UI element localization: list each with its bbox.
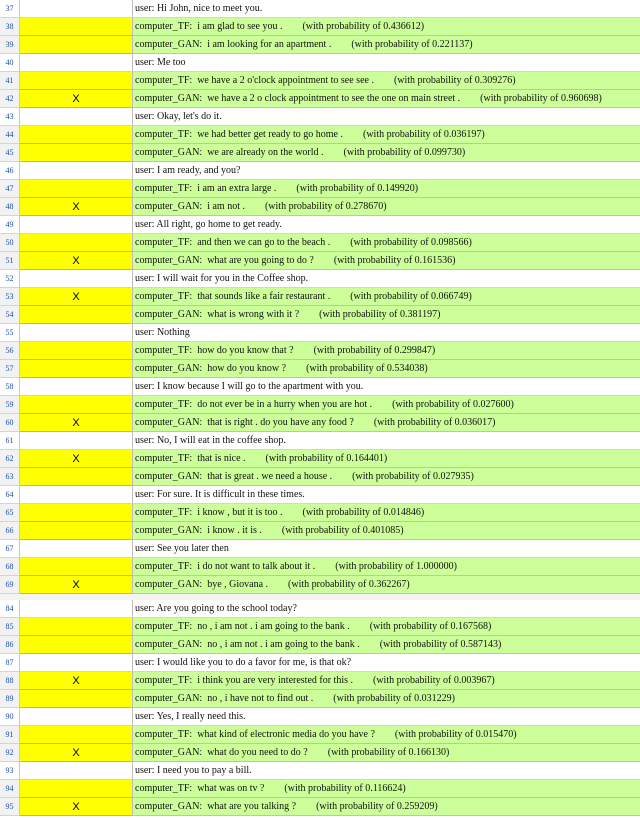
computer-response-cell[interactable]: computer_TF: that sounds like a fair restaurant . (with probability of 0.066749) xyxy=(133,288,640,306)
table-row[interactable] xyxy=(0,288,640,306)
table-row[interactable] xyxy=(0,726,640,744)
row-number[interactable]: 42 xyxy=(0,90,20,108)
row-number[interactable]: 66 xyxy=(0,522,20,540)
table-row[interactable] xyxy=(0,636,640,654)
mark-cell[interactable] xyxy=(20,360,133,378)
table-row[interactable] xyxy=(0,360,640,378)
table-row[interactable] xyxy=(0,54,640,72)
mark-cell[interactable]: X xyxy=(20,252,133,270)
computer-response-cell[interactable]: computer_TF: that is nice . (with probability of 0.164401) xyxy=(133,450,640,468)
computer-response-cell[interactable]: computer_GAN: we are already on the world . (with probability of 0.099730) xyxy=(133,144,640,162)
mark-cell[interactable] xyxy=(20,270,133,288)
mark-cell[interactable] xyxy=(20,762,133,780)
computer-response-cell[interactable]: computer_GAN: what do you need to do ? (with probability of 0.166130) xyxy=(133,744,640,762)
mark-cell[interactable] xyxy=(20,504,133,522)
table-row[interactable] xyxy=(0,762,640,780)
row-number[interactable]: 95 xyxy=(0,798,20,816)
row-number[interactable]: 63 xyxy=(0,468,20,486)
table-row[interactable] xyxy=(0,414,640,432)
table-row[interactable] xyxy=(0,798,640,816)
computer-response-cell[interactable]: computer_TF: we have a 2 o'clock appointment to see see . (with probability of 0.309276) xyxy=(133,72,640,90)
mark-cell[interactable] xyxy=(20,540,133,558)
computer-response-cell[interactable]: computer_GAN: bye , Giovana . (with probability of 0.362267) xyxy=(133,576,640,594)
mark-cell[interactable]: X xyxy=(20,672,133,690)
row-number[interactable]: 55 xyxy=(0,324,20,342)
row-number[interactable]: 51 xyxy=(0,252,20,270)
row-number[interactable]: 48 xyxy=(0,198,20,216)
computer-response-cell[interactable]: computer_TF: how do you know that ? (with probability of 0.299847) xyxy=(133,342,640,360)
mark-cell[interactable] xyxy=(20,726,133,744)
row-number[interactable]: 84 xyxy=(0,600,20,618)
mark-cell[interactable]: X xyxy=(20,798,133,816)
table-row[interactable] xyxy=(0,708,640,726)
row-number[interactable]: 57 xyxy=(0,360,20,378)
table-row[interactable] xyxy=(0,780,640,798)
computer-response-cell[interactable]: computer_TF: no , i am not . i am going to the bank . (with probability of 0.167568) xyxy=(133,618,640,636)
table-row[interactable] xyxy=(0,540,640,558)
table-row[interactable] xyxy=(0,486,640,504)
table-row[interactable] xyxy=(0,306,640,324)
computer-response-cell[interactable]: computer_GAN: what are you going to do ? (with probability of 0.161536) xyxy=(133,252,640,270)
row-number[interactable]: 93 xyxy=(0,762,20,780)
computer-response-cell[interactable]: computer_TF: do not ever be in a hurry when you are hot . (with probability of 0.027600) xyxy=(133,396,640,414)
row-number[interactable]: 56 xyxy=(0,342,20,360)
table-row[interactable] xyxy=(0,396,640,414)
table-row[interactable] xyxy=(0,576,640,594)
row-number[interactable]: 49 xyxy=(0,216,20,234)
row-number[interactable]: 44 xyxy=(0,126,20,144)
user-utterance-cell[interactable]: user: Okay, let's do it. xyxy=(133,108,640,126)
mark-cell[interactable] xyxy=(20,618,133,636)
table-row[interactable] xyxy=(0,252,640,270)
row-number[interactable]: 90 xyxy=(0,708,20,726)
table-row[interactable] xyxy=(0,234,640,252)
table-row[interactable] xyxy=(0,432,640,450)
mark-cell[interactable] xyxy=(20,342,133,360)
mark-cell[interactable] xyxy=(20,72,133,90)
table-row[interactable] xyxy=(0,126,640,144)
row-number[interactable]: 87 xyxy=(0,654,20,672)
table-row[interactable] xyxy=(0,18,640,36)
mark-cell[interactable]: X xyxy=(20,744,133,762)
mark-cell[interactable] xyxy=(20,432,133,450)
computer-response-cell[interactable]: computer_TF: we had better get ready to go home . (with probability of 0.036197) xyxy=(133,126,640,144)
row-number[interactable]: 67 xyxy=(0,540,20,558)
user-utterance-cell[interactable]: user: Are you going to the school today? xyxy=(133,600,640,618)
computer-response-cell[interactable]: computer_GAN: i am looking for an apartment . (with probability of 0.221137) xyxy=(133,36,640,54)
table-row[interactable] xyxy=(0,0,640,18)
row-number[interactable]: 54 xyxy=(0,306,20,324)
row-number[interactable]: 91 xyxy=(0,726,20,744)
row-number[interactable]: 58 xyxy=(0,378,20,396)
computer-response-cell[interactable]: computer_TF: i think you are very interested for this . (with probability of 0.003967) xyxy=(133,672,640,690)
user-utterance-cell[interactable]: user: I know because I will go to the apartment with you. xyxy=(133,378,640,396)
computer-response-cell[interactable]: computer_GAN: no , i have not to find out . (with probability of 0.031229) xyxy=(133,690,640,708)
computer-response-cell[interactable]: computer_GAN: i am not . (with probability of 0.278670) xyxy=(133,198,640,216)
row-number[interactable]: 61 xyxy=(0,432,20,450)
table-row[interactable] xyxy=(0,36,640,54)
user-utterance-cell[interactable]: user: See you later then xyxy=(133,540,640,558)
row-number[interactable]: 50 xyxy=(0,234,20,252)
mark-cell[interactable]: X xyxy=(20,450,133,468)
row-number[interactable]: 64 xyxy=(0,486,20,504)
row-number[interactable]: 65 xyxy=(0,504,20,522)
row-number[interactable]: 85 xyxy=(0,618,20,636)
table-row[interactable] xyxy=(0,654,640,672)
computer-response-cell[interactable]: computer_TF: what kind of electronic media do you have ? (with probability of 0.015470) xyxy=(133,726,640,744)
computer-response-cell[interactable]: computer_GAN: that is great . we need a house . (with probability of 0.027935) xyxy=(133,468,640,486)
table-row[interactable] xyxy=(0,108,640,126)
mark-cell[interactable] xyxy=(20,486,133,504)
row-number[interactable]: 52 xyxy=(0,270,20,288)
table-row[interactable] xyxy=(0,522,640,540)
computer-response-cell[interactable]: computer_GAN: what are you talking ? (with probability of 0.259209) xyxy=(133,798,640,816)
table-row[interactable] xyxy=(0,144,640,162)
computer-response-cell[interactable]: computer_TF: i do not want to talk about it . (with probability of 1.000000) xyxy=(133,558,640,576)
mark-cell[interactable] xyxy=(20,690,133,708)
row-number[interactable]: 39 xyxy=(0,36,20,54)
table-row[interactable] xyxy=(0,672,640,690)
row-number[interactable]: 47 xyxy=(0,180,20,198)
mark-cell[interactable] xyxy=(20,306,133,324)
mark-cell[interactable]: X xyxy=(20,198,133,216)
computer-response-cell[interactable]: computer_GAN: no , i am not . i am going to the bank . (with probability of 0.587143) xyxy=(133,636,640,654)
mark-cell[interactable] xyxy=(20,468,133,486)
mark-cell[interactable] xyxy=(20,522,133,540)
computer-response-cell[interactable]: computer_TF: what was on tv ? (with probability of 0.116624) xyxy=(133,780,640,798)
table-row[interactable] xyxy=(0,198,640,216)
table-row[interactable] xyxy=(0,618,640,636)
mark-cell[interactable] xyxy=(20,180,133,198)
mark-cell[interactable] xyxy=(20,396,133,414)
table-row[interactable] xyxy=(0,90,640,108)
row-number[interactable]: 68 xyxy=(0,558,20,576)
table-row[interactable] xyxy=(0,468,640,486)
user-utterance-cell[interactable]: user: All right, go home to get ready. xyxy=(133,216,640,234)
table-row[interactable] xyxy=(0,72,640,90)
user-utterance-cell[interactable]: user: Nothing xyxy=(133,324,640,342)
mark-cell[interactable] xyxy=(20,600,133,618)
row-number[interactable]: 86 xyxy=(0,636,20,654)
table-row[interactable] xyxy=(0,450,640,468)
mark-cell[interactable] xyxy=(20,162,133,180)
user-utterance-cell[interactable]: user: No, I will eat in the coffee shop. xyxy=(133,432,640,450)
table-row[interactable] xyxy=(0,378,640,396)
user-utterance-cell[interactable]: user: Hi John, nice to meet you. xyxy=(133,0,640,18)
row-number[interactable]: 45 xyxy=(0,144,20,162)
row-number[interactable]: 43 xyxy=(0,108,20,126)
computer-response-cell[interactable]: computer_TF: i am an extra large . (with probability of 0.149920) xyxy=(133,180,640,198)
row-number[interactable]: 89 xyxy=(0,690,20,708)
row-number[interactable]: 40 xyxy=(0,54,20,72)
row-number[interactable]: 60 xyxy=(0,414,20,432)
row-number[interactable]: 41 xyxy=(0,72,20,90)
mark-cell[interactable] xyxy=(20,234,133,252)
computer-response-cell[interactable]: computer_GAN: what is wrong with it ? (with probability of 0.381197) xyxy=(133,306,640,324)
table-row[interactable] xyxy=(0,180,640,198)
mark-cell[interactable] xyxy=(20,36,133,54)
table-row[interactable] xyxy=(0,744,640,762)
row-number[interactable]: 46 xyxy=(0,162,20,180)
computer-response-cell[interactable]: computer_GAN: we have a 2 o clock appointment to see the one on main street . (with probability of 0.960698) xyxy=(133,90,640,108)
mark-cell[interactable] xyxy=(20,54,133,72)
user-utterance-cell[interactable]: user: For sure. It is difficult in these times. xyxy=(133,486,640,504)
mark-cell[interactable] xyxy=(20,0,133,18)
table-row[interactable] xyxy=(0,690,640,708)
user-utterance-cell[interactable]: user: I need you to pay a bill. xyxy=(133,762,640,780)
mark-cell[interactable] xyxy=(20,324,133,342)
mark-cell[interactable] xyxy=(20,378,133,396)
row-number[interactable]: 69 xyxy=(0,576,20,594)
table-row[interactable] xyxy=(0,342,640,360)
user-utterance-cell[interactable]: user: I would like you to do a favor for me, is that ok? xyxy=(133,654,640,672)
mark-cell[interactable]: X xyxy=(20,288,133,306)
mark-cell[interactable] xyxy=(20,636,133,654)
row-number[interactable]: 38 xyxy=(0,18,20,36)
user-utterance-cell[interactable]: user: I will wait for you in the Coffee shop. xyxy=(133,270,640,288)
user-utterance-cell[interactable]: user: I am ready, and you? xyxy=(133,162,640,180)
row-number[interactable]: 94 xyxy=(0,780,20,798)
mark-cell[interactable]: X xyxy=(20,414,133,432)
row-number[interactable]: 62 xyxy=(0,450,20,468)
table-row[interactable] xyxy=(0,270,640,288)
mark-cell[interactable]: X xyxy=(20,576,133,594)
mark-cell[interactable] xyxy=(20,108,133,126)
computer-response-cell[interactable]: computer_GAN: how do you know ? (with probability of 0.534038) xyxy=(133,360,640,378)
computer-response-cell[interactable]: computer_GAN: that is right . do you have any food ? (with probability of 0.036017) xyxy=(133,414,640,432)
table-row[interactable] xyxy=(0,324,640,342)
mark-cell[interactable] xyxy=(20,18,133,36)
mark-cell[interactable] xyxy=(20,558,133,576)
table-row[interactable] xyxy=(0,162,640,180)
row-number[interactable]: 88 xyxy=(0,672,20,690)
mark-cell[interactable]: X xyxy=(20,90,133,108)
table-row[interactable] xyxy=(0,600,640,618)
user-utterance-cell[interactable]: user: Yes, I really need this. xyxy=(133,708,640,726)
computer-response-cell[interactable]: computer_TF: i know , but it is too . (with probability of 0.014846) xyxy=(133,504,640,522)
mark-cell[interactable] xyxy=(20,654,133,672)
computer-response-cell[interactable]: computer_TF: and then we can go to the beach . (with probability of 0.098566) xyxy=(133,234,640,252)
mark-cell[interactable] xyxy=(20,126,133,144)
table-row[interactable] xyxy=(0,504,640,522)
computer-response-cell[interactable]: computer_GAN: i know . it is . (with probability of 0.401085) xyxy=(133,522,640,540)
user-utterance-cell[interactable]: user: Me too xyxy=(133,54,640,72)
row-number[interactable]: 53 xyxy=(0,288,20,306)
row-number[interactable]: 59 xyxy=(0,396,20,414)
computer-response-cell[interactable]: computer_TF: i am glad to see you . (with probability of 0.436612) xyxy=(133,18,640,36)
table-row[interactable] xyxy=(0,558,640,576)
mark-cell[interactable] xyxy=(20,708,133,726)
mark-cell[interactable] xyxy=(20,216,133,234)
mark-cell[interactable] xyxy=(20,780,133,798)
mark-cell[interactable] xyxy=(20,144,133,162)
table-row[interactable] xyxy=(0,216,640,234)
row-number[interactable]: 92 xyxy=(0,744,20,762)
row-number[interactable]: 37 xyxy=(0,0,20,18)
